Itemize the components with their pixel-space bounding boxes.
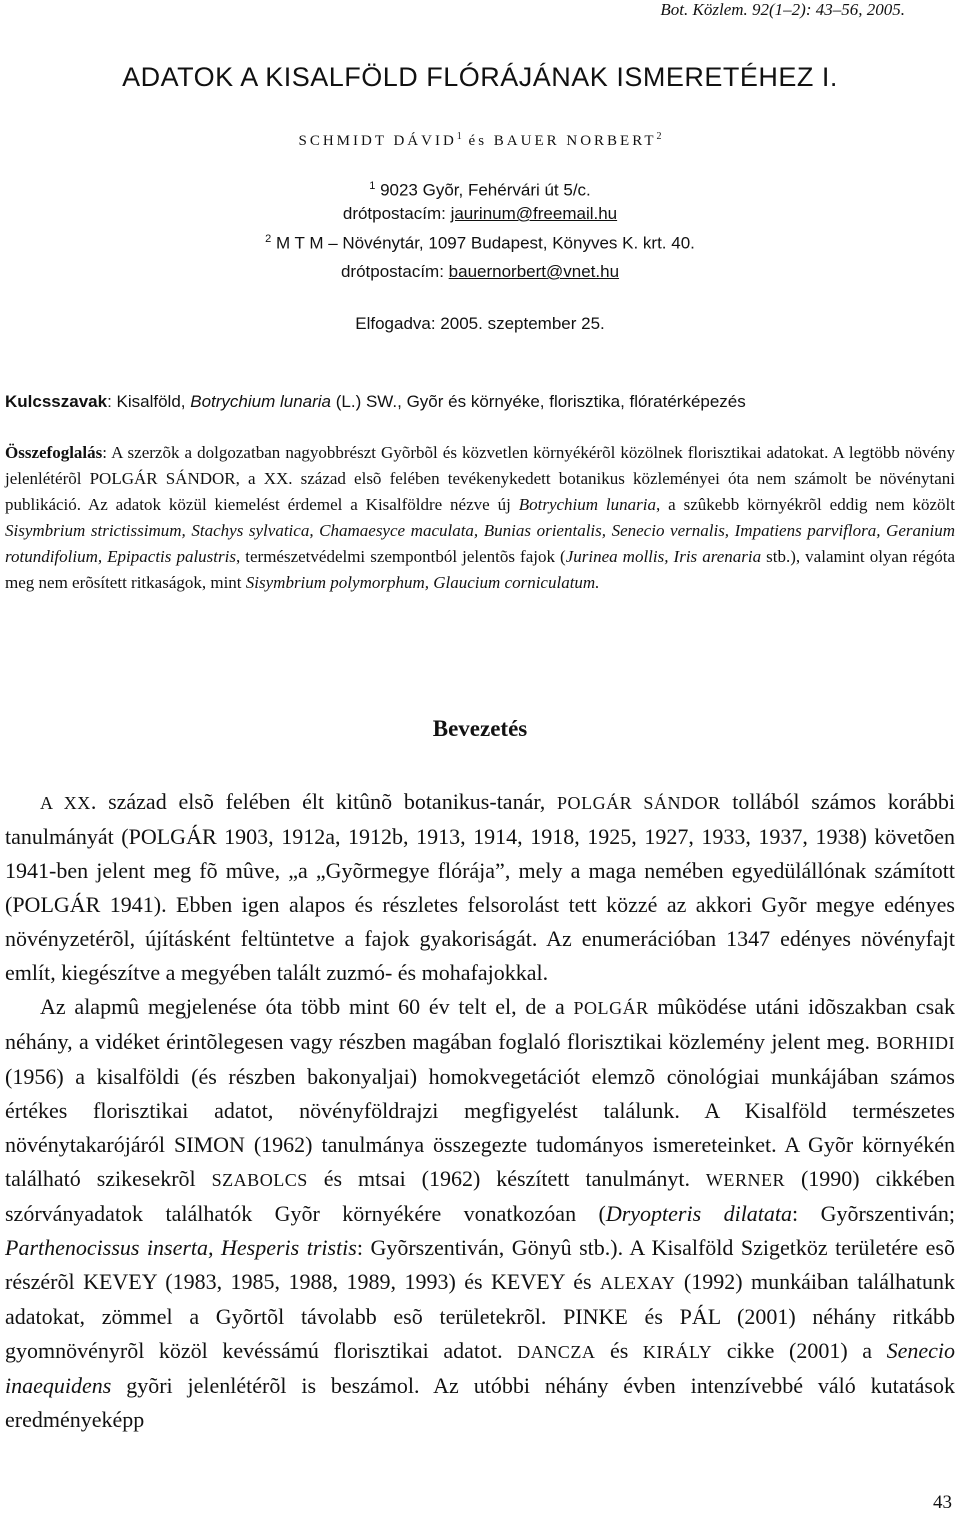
author-line xyxy=(0,131,960,150)
article-title: ADATOK A KISALFÖLD FLÓRÁJÁNAK ISMERETÉHEZ I. xyxy=(122,62,838,92)
email-link-1[interactable]: jaurinum@freemail.hu xyxy=(450,204,618,223)
keywords-label: Kulcsszavak xyxy=(5,392,108,411)
body-text xyxy=(5,785,955,1437)
keywords: Kulcsszavak: Kisalföld, Botrychium lunaria (L.) SW., Gyõr és környéke, florisztika, flóratérképezés xyxy=(5,392,746,411)
abstract-label: Összefoglalás xyxy=(5,443,103,462)
paragraph-2: Az alapmû megjelenése óta több mint 60 év telt el, de a POLGÁR mûködése utáni idõszakban csak néhány, a vidéket érintõlegesen vagy részben magában foglaló florisztikai közlemény jelent meg. BORHIDI (1956) a kisalföldi (és részben bakonyaljai) homokvegetációt elemzõ cönológiai munkájában számos értékes florisztikai adatot, növényföldrajzi megfigyelést találunk. A Kisalföld természetes növénytakarójáról SIMON (1962) tanulmánya összegezte tudományos ismereteinket. A Gyõr környékén található szikesekrõl SZABOLCS és mtsai (1962) készített tanulmányt. WERNER (1990) cikkében szórványadatok találhatók Gyõr környékére vonatkozóan (Dryopteris dilatata: Gyõrszentiván; Parthenocissus inserta, Hesperis tristis: Gyõrszentiván, Gönyû stb.). A Kisalföld Szigetköz területére esõ részérõl KEVEY (1983, 1985, 1988, 1989, 1993) és KEVEY és ALEXAY (1992) munkáiban találhatunk adatokat, zömmel a Gyõrtõl távolabb esõ területekrõl. PINKE és PÁL (2001) néhány ritkább gyomnövényrõl közöl kevéssámú florisztikai adatot. DANCZA és KIRÁLY cikke (2001) a Senecio inaequidens gyõri jelenlétérõl is beszámol. Az utóbbi néhány évben intenzívebbé váló kutatások eredményeképp xyxy=(5,994,956,1432)
author-1: SCHMIDT DÁVID xyxy=(298,133,457,149)
email-link-2[interactable]: bauernorbert@vnet.hu xyxy=(448,262,620,281)
author-conjunction: és xyxy=(468,133,488,149)
abstract: Összefoglalás: A szerzõk a dolgozatban nagyobbrészt Gyõrbõl és közvetlen környékérõl közölnek florisztikai adatokat. A legtöbb növény jelenlétérõl POLGÁR SÁNDOR, a XX. század elsõ felében tevékenykedett botanikus közleményei óta nem számolt be növénytani publikáció. Az adatok közül kiemelést érdemel a Kisalföldre nézve új Botrychium lunaria, a szûkebb környékrõl eddig nem közölt Sisymbrium strictissimum, Stachys sylvatica, Chamaesyce maculata, Bunias orientalis, Senecio vernalis, Impatiens parviflora, Geranium rotundifolium, Epipactis palustris, természetvédelmi szempontból jelentõs fajok (Jurinea mollis, Iris arenaria stb.), valamint olyan régóta meg nem erõsített ritkaságok, mint Sisymbrium polymorphum, Glaucium corniculatum. xyxy=(5,443,956,592)
affiliation-2-address: $^2$ M T M – Növénytár, 1097 Budapest, Könyves K. krt. 40. xyxy=(265,233,695,253)
accepted-date: Elfogadva: 2005. szeptember 25. xyxy=(355,314,605,333)
author-2-sup: 2 xyxy=(656,131,662,142)
affiliation-1-email: drótpostacím: jaurinum@freemail.hu xyxy=(342,204,618,223)
affiliation-1-address: $^1$ 9023 Gyõr, Fehérvári út 5/c. xyxy=(369,180,591,200)
author-2: BAUER NORBERT xyxy=(493,133,657,149)
author-1-sup: 1 xyxy=(456,131,462,142)
affiliation-2-email: drótpostacím: bauernorbert@vnet.hu xyxy=(340,262,620,281)
page-number: 43 xyxy=(933,1492,952,1513)
journal-citation: Bot. Közlem. 92(1–2): 43–56, 2005. xyxy=(660,0,905,19)
section-heading: Bevezetés xyxy=(432,716,528,741)
paragraph-1: A XX. század elsõ felében élt kitûnõ botanikus-tanár, POLGÁR SÁNDOR tollából számos korábbi tanulmányát (POLGÁR 1903, 1912a, 1912b, 1913, 1914, 1918, 1925, 1927, 1933, 1937, 1938) követõen 1941-ben jelent meg fõ mûve, „a „Gyõrmegye flórája”, mely a maga nemében egyedülállónak számított (POLGÁR 1941). Ebben igen alapos és részletes felsorolást tett közzé az akkori Gyõr megye edényes növényzetérõl, újításként feltüntetve a fajok gyakoriságát. Az enumerációban 1347 edényes növényfajt említ, kiegészítve a megyében talált zuzmó- és mohafajokkal. xyxy=(5,789,955,985)
